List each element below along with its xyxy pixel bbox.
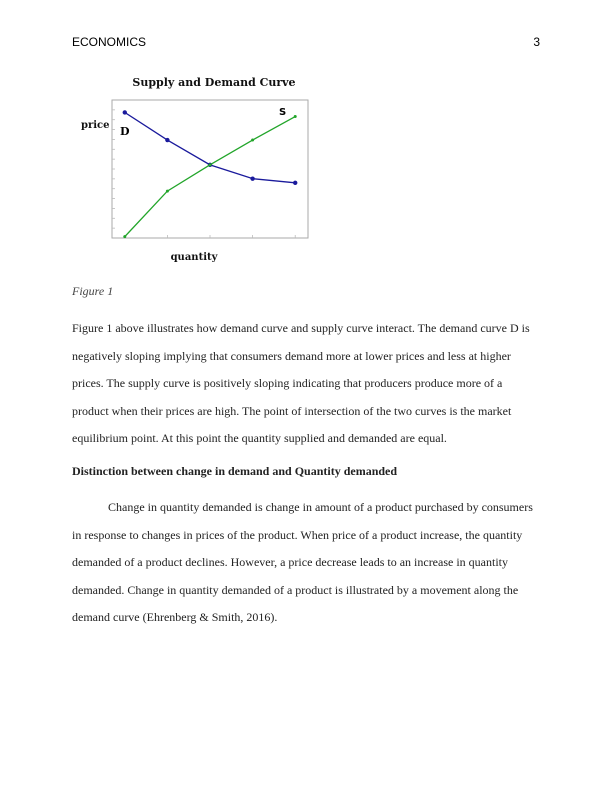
plot-area xyxy=(112,100,308,238)
figure-caption: Figure 1 xyxy=(72,284,114,298)
supply-point xyxy=(251,139,254,142)
section-heading: Distinction between change in demand and Quantity demanded xyxy=(72,464,398,478)
demand-point xyxy=(293,181,297,185)
supply-point xyxy=(294,115,297,118)
running-header-title: ECONOMICS xyxy=(72,35,147,49)
demand-curve-label: D xyxy=(120,125,130,138)
x-axis-label: quantity xyxy=(170,252,218,263)
supply-demand-chart xyxy=(72,72,320,272)
supply-point xyxy=(209,163,212,166)
paragraph-figure-explanation: Figure 1 above illustrates how demand curve and supply curve interact. The demand curve D is negatively sloping implying that consumers demand more at lower prices and less at higher prices. The supply curve is positively sloping indicating that producers produce more of a product when their prices are high. The point of intersection of the two curves is the market equilibrium point. At this point the quantity supplied and demanded are equal. xyxy=(72,321,530,445)
supply-curve-label: S xyxy=(279,107,287,118)
y-axis-label: price xyxy=(81,120,110,131)
chart-svg xyxy=(72,72,320,272)
page-number: 3 xyxy=(533,35,540,49)
supply-point xyxy=(166,190,169,193)
demand-point xyxy=(165,138,169,142)
supply-point xyxy=(123,235,126,238)
demand-point xyxy=(123,110,127,114)
paragraph-quantity-demanded: Change in quantity demanded is change in amount of a product purchased by consumers in response to changes in prices of the product. When price of a product increase, the quantity demanded of a product declines. However, a price decrease leads to an increase in quantity demanded. Change in quantity demanded of a product is illustrated by a movement along the demand curve (Ehrenberg & Smith, 2016). xyxy=(72,500,533,624)
chart-title: Supply and Demand Curve xyxy=(132,76,296,89)
demand-point xyxy=(250,176,254,180)
